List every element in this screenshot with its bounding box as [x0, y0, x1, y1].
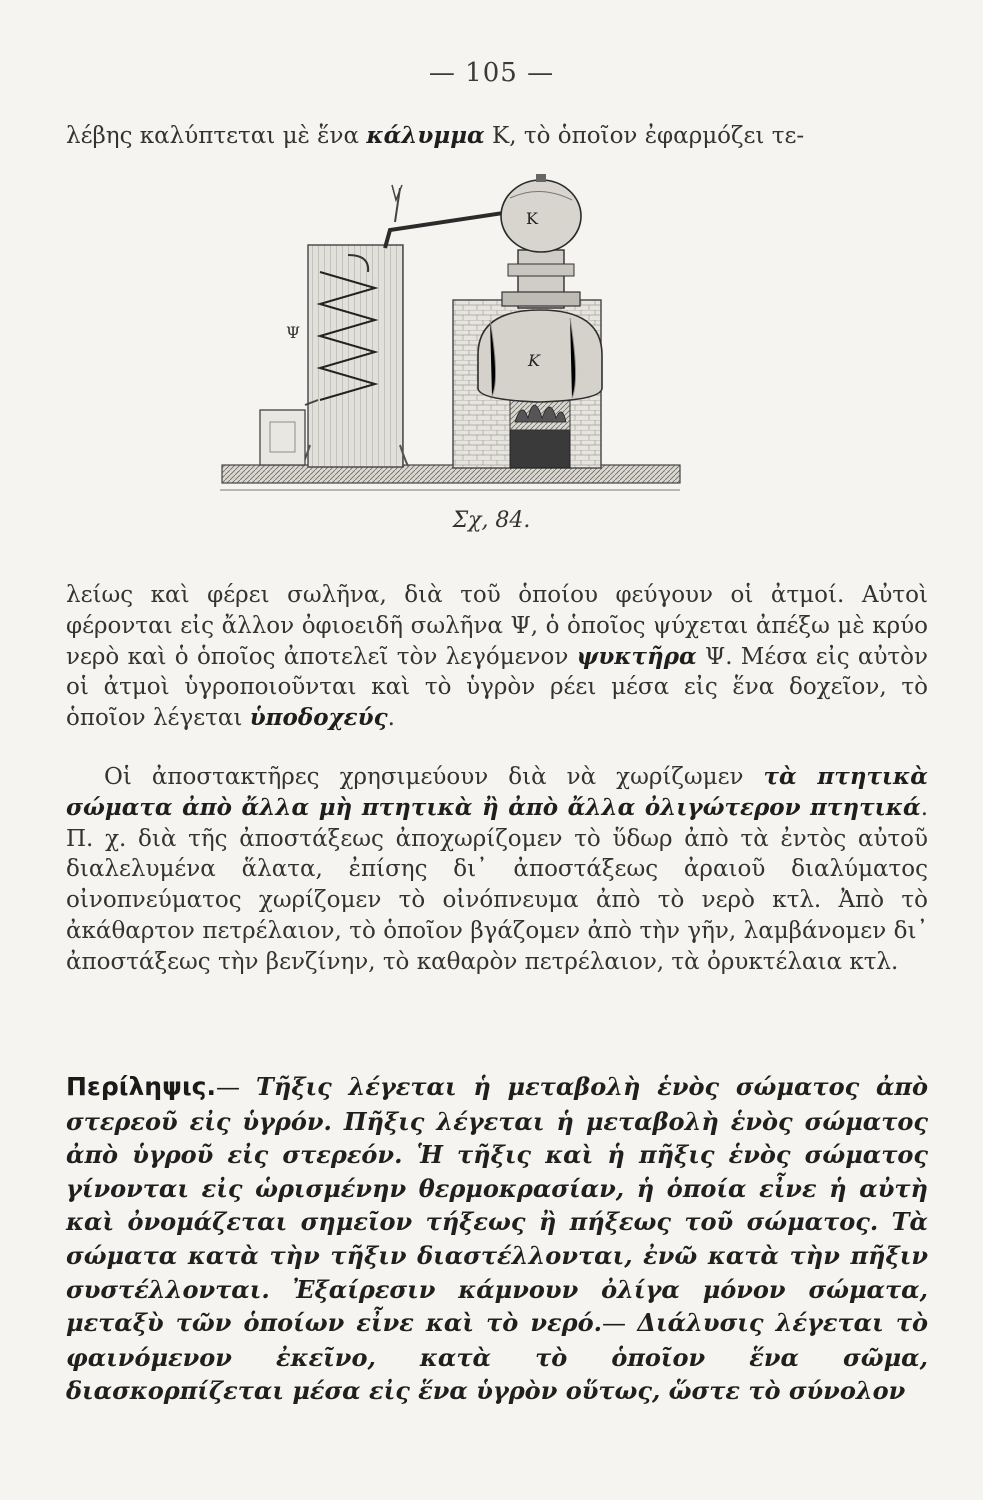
- receiver-vessel: [260, 410, 305, 465]
- cooling-tub: [308, 245, 403, 467]
- page-number: — 105 —: [428, 58, 555, 88]
- fire-door: [510, 430, 570, 468]
- base-board: [222, 465, 680, 483]
- vapor-pipe: [385, 212, 510, 248]
- boiler-kettle: [478, 310, 602, 402]
- p1-text-3: .: [387, 705, 395, 732]
- summary-section: [66, 1070, 928, 1408]
- label-k-head: Κ: [526, 209, 538, 228]
- summary-text-2: Διάλυσις λέγεται τὸ φαινόμενον ἐκεῖνο, κατὰ τὸ ὁποῖον ἕνα σῶμα, διασκορπίζεται μέσα εἰς ἕνα ὑγρὸν οὕτως, ὥστε τὸ σύνολον: [66, 1308, 928, 1406]
- paragraph-distillation-uses: [66, 762, 928, 978]
- term-ypodocheus: ὑποδοχεύς: [249, 704, 388, 732]
- distillation-apparatus-figure: [210, 160, 700, 510]
- summary-dash: —: [216, 1073, 257, 1101]
- top-text-line: [66, 122, 926, 150]
- p1-text-2: Ψ. Μέσα εἰς αὐτὸν οἱ ἀτμοὶ ὑγροποιοῦνται καὶ τὸ ὑγρὸν ρέει μέσα εἰς ἕνα δοχεῖον, τὸ ὁποῖον λέγεται: [66, 643, 928, 732]
- term-volatile-bodies: τὰ πτητικὰ σώματα ἀπὸ ἄλλα μὴ πτητικὰ ἢ ἀπὸ ἄλλα ὀλιγώτερον πτητικά: [66, 763, 928, 821]
- term-psykteras: ψυκτῆρα: [576, 642, 697, 670]
- label-psi: Ψ: [286, 323, 301, 342]
- summary-heading: Περίληψις.: [66, 1072, 216, 1101]
- label-k-body: Κ: [528, 351, 540, 370]
- top-line-text-1: λέβης καλύπτεται μὲ ἕνα: [66, 123, 367, 149]
- p1-text-1: λείως καὶ φέρει σωλῆνα, διὰ τοῦ ὁποίου φεύγουν οἱ ἀτμοί. Αὐτοὶ φέρονται εἰς ἄλλον ὀφιοειδῆ σωλῆνα Ψ, ὁ ὁποῖος ψύχεται ἀπέξω μὲ κρύο νερὸ καὶ ὁ ὁποῖος ἀποτελεῖ τὸν λεγόμενον: [66, 582, 928, 670]
- term-kalymma: κάλυμμα: [366, 122, 485, 149]
- still-illustration: [210, 160, 700, 510]
- still-head: [501, 180, 581, 252]
- p2-text-2: . Π. χ. διὰ τῆς ἀποστάξεως ἀποχωρίζομεν τὸ ὕδωρ ἀπὸ τὰ ἐντὸς αὐτοῦ διαλελυμένα ἅλατα, ἐπίσης δι᾽ ἀποστάξεως ἀραιοῦ διαλύματος οἰνοπνεύματος χωρίζομεν τὸ οἰνόπνευμα ἀπὸ τὸ νερὸ κτλ. Ἀπὸ τὸ ἀκάθαρτον πετρέλαιον, τὸ ὁποῖον βγάζομεν ἀπὸ τὴν γῆν, λαμβάνομεν δι᾽ ἀποστάξεως τὴν βενζίνην, τὸ καθαρὸν πετρέλαιον, τὰ ὀρυκτέλαια κτλ.: [66, 794, 928, 975]
- summary-text: Τῆξις λέγεται ἡ μεταβολὴ ἑνὸς σώματος ἀπὸ στερεοῦ εἰς ὑγρόν. Πῆξις λέγεται ἡ μεταβολὴ ἑνὸς σώματος ἀπὸ ὑγροῦ εἰς στερεόν. Ἡ τῆξις καὶ ἡ πῆξις ἑνὸς σώματος γίνονται εἰς ὡρισμένην θερμοκρασίαν, ἡ ὁποία εἶνε ἡ αὐτὴ καὶ ὀνομάζεται σημεῖον τήξεως ἢ πήξεως τοῦ σώματος. Τὰ σώματα κατὰ τὴν τῆξιν διαστέλλονται, ἐνῶ κατὰ τὴν πῆξιν συστέλλονται. Ἐξαίρεσιν κάμνουν ὀλίγα μόνον σώματα, μεταξὺ τῶν ὁποίων εἶνε καὶ τὸ νερό.: [66, 1072, 928, 1338]
- paragraph-condenser: [66, 580, 928, 734]
- p2-text-1: Οἱ ἀποστακτῆρες χρησιμεύουν διὰ νὰ χωρίζωμεν: [104, 764, 764, 790]
- top-line-text-2: Κ, τὸ ὁποῖον ἐφαρμόζει τε-: [484, 123, 805, 149]
- figure-caption: Σχ, 84.: [452, 508, 531, 533]
- summary-dash-2: —: [601, 1309, 638, 1338]
